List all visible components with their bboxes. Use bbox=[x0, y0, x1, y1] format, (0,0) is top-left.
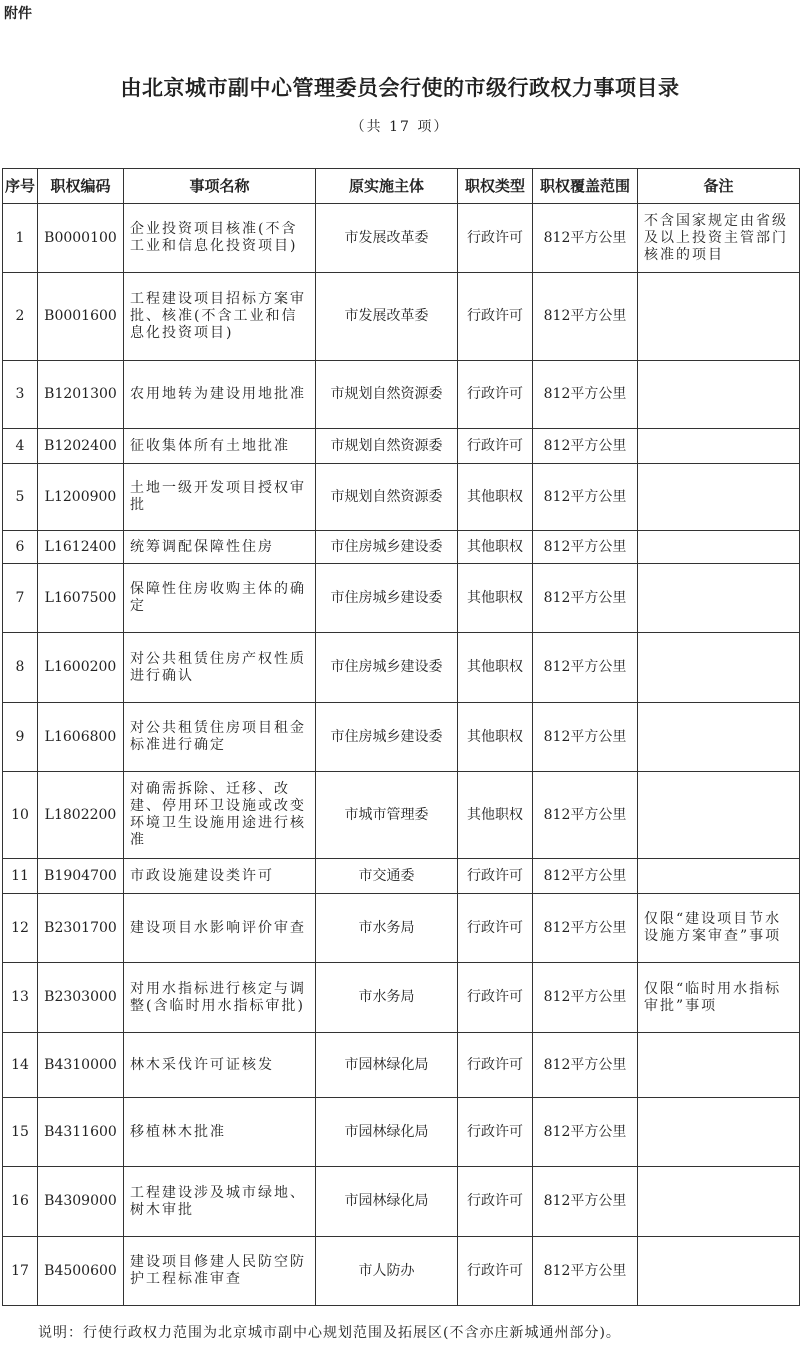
remark-cell bbox=[638, 633, 800, 703]
row-number-cell: 6 bbox=[3, 531, 38, 564]
table-row bbox=[3, 1033, 800, 1098]
table-row bbox=[3, 772, 800, 859]
power-code-cell: B1201300 bbox=[38, 361, 124, 429]
original-body-cell: 市住房城乡建设委 bbox=[316, 531, 458, 564]
item-name-cell: 工程建设项目招标方案审批、核准(不含工业和信息化投资项目) bbox=[124, 273, 316, 361]
table-row bbox=[3, 1167, 800, 1237]
coverage-scope-cell: 812平方公里 bbox=[533, 703, 638, 772]
row-number-cell: 17 bbox=[3, 1237, 38, 1306]
item-name-cell: 对公共租赁住房项目租金标准进行确定 bbox=[124, 703, 316, 772]
original-body-cell: 市住房城乡建设委 bbox=[316, 633, 458, 703]
row-number-cell: 15 bbox=[3, 1098, 38, 1167]
item-name-cell: 农用地转为建设用地批准 bbox=[124, 361, 316, 429]
table-row bbox=[3, 531, 800, 564]
coverage-scope-cell: 812平方公里 bbox=[533, 531, 638, 564]
table-header bbox=[3, 169, 800, 204]
power-code-cell: L1802200 bbox=[38, 772, 124, 859]
power-type-cell: 行政许可 bbox=[458, 963, 533, 1033]
power-type-cell: 行政许可 bbox=[458, 894, 533, 963]
header-name: 事项名称 bbox=[124, 169, 316, 204]
power-type-cell: 其他职权 bbox=[458, 564, 533, 633]
row-number-cell: 1 bbox=[3, 204, 38, 273]
power-type-cell: 行政许可 bbox=[458, 1167, 533, 1237]
header-type: 职权类型 bbox=[458, 169, 533, 204]
table-row bbox=[3, 894, 800, 963]
remark-cell bbox=[638, 429, 800, 464]
power-code-cell: B4310000 bbox=[38, 1033, 124, 1098]
item-name-cell: 征收集体所有土地批准 bbox=[124, 429, 316, 464]
original-body-cell: 市园林绿化局 bbox=[316, 1167, 458, 1237]
power-type-cell: 其他职权 bbox=[458, 703, 533, 772]
coverage-scope-cell: 812平方公里 bbox=[533, 429, 638, 464]
power-type-cell: 行政许可 bbox=[458, 1098, 533, 1167]
power-code-cell: L1606800 bbox=[38, 703, 124, 772]
coverage-scope-cell: 812平方公里 bbox=[533, 963, 638, 1033]
coverage-scope-cell: 812平方公里 bbox=[533, 859, 638, 894]
table-row bbox=[3, 633, 800, 703]
original-body-cell: 市规划自然资源委 bbox=[316, 464, 458, 531]
table-row bbox=[3, 361, 800, 429]
original-body-cell: 市水务局 bbox=[316, 894, 458, 963]
header-scope: 职权覆盖范围 bbox=[533, 169, 638, 204]
table-row bbox=[3, 1237, 800, 1306]
item-name-cell: 统筹调配保障性住房 bbox=[124, 531, 316, 564]
row-number-cell: 14 bbox=[3, 1033, 38, 1098]
coverage-scope-cell: 812平方公里 bbox=[533, 894, 638, 963]
coverage-scope-cell: 812平方公里 bbox=[533, 772, 638, 859]
coverage-scope-cell: 812平方公里 bbox=[533, 564, 638, 633]
coverage-scope-cell: 812平方公里 bbox=[533, 361, 638, 429]
row-number-cell: 13 bbox=[3, 963, 38, 1033]
row-number-cell: 16 bbox=[3, 1167, 38, 1237]
remark-cell bbox=[638, 361, 800, 429]
header-body: 原实施主体 bbox=[316, 169, 458, 204]
table-row bbox=[3, 564, 800, 633]
row-number-cell: 12 bbox=[3, 894, 38, 963]
power-code-cell: L1607500 bbox=[38, 564, 124, 633]
item-name-cell: 建设项目水影响评价审查 bbox=[124, 894, 316, 963]
remark-cell bbox=[638, 464, 800, 531]
item-name-cell: 保障性住房收购主体的确定 bbox=[124, 564, 316, 633]
remark-cell bbox=[638, 1237, 800, 1306]
power-type-cell: 其他职权 bbox=[458, 633, 533, 703]
original-body-cell: 市水务局 bbox=[316, 963, 458, 1033]
original-body-cell: 市规划自然资源委 bbox=[316, 429, 458, 464]
row-number-cell: 10 bbox=[3, 772, 38, 859]
power-type-cell: 行政许可 bbox=[458, 1237, 533, 1306]
remark-cell bbox=[638, 1098, 800, 1167]
table-row bbox=[3, 703, 800, 772]
original-body-cell: 市规划自然资源委 bbox=[316, 361, 458, 429]
coverage-scope-cell: 812平方公里 bbox=[533, 273, 638, 361]
power-code-cell: L1612400 bbox=[38, 531, 124, 564]
item-name-cell: 对用水指标进行核定与调整(含临时用水指标审批) bbox=[124, 963, 316, 1033]
attachment-label: 附件 bbox=[4, 6, 32, 22]
item-name-cell: 对公共租赁住房产权性质进行确认 bbox=[124, 633, 316, 703]
coverage-scope-cell: 812平方公里 bbox=[533, 1033, 638, 1098]
power-type-cell: 行政许可 bbox=[458, 273, 533, 361]
power-type-cell: 行政许可 bbox=[458, 361, 533, 429]
power-code-cell: B4311600 bbox=[38, 1098, 124, 1167]
original-body-cell: 市发展改革委 bbox=[316, 273, 458, 361]
remark-cell bbox=[638, 1167, 800, 1237]
power-code-cell: B0000100 bbox=[38, 204, 124, 273]
original-body-cell: 市园林绿化局 bbox=[316, 1033, 458, 1098]
power-type-cell: 其他职权 bbox=[458, 464, 533, 531]
remark-cell: 仅限“建设项目节水设施方案审查”事项 bbox=[638, 894, 800, 963]
header-note: 备注 bbox=[638, 169, 800, 204]
row-number-cell: 11 bbox=[3, 859, 38, 894]
coverage-scope-cell: 812平方公里 bbox=[533, 1167, 638, 1237]
power-code-cell: B4309000 bbox=[38, 1167, 124, 1237]
power-type-cell: 其他职权 bbox=[458, 531, 533, 564]
coverage-scope-cell: 812平方公里 bbox=[533, 1237, 638, 1306]
remark-cell bbox=[638, 859, 800, 894]
power-code-cell: B4500600 bbox=[38, 1237, 124, 1306]
item-name-cell: 对确需拆除、迁移、改建、停用环卫设施或改变环境卫生设施用途进行核准 bbox=[124, 772, 316, 859]
row-number-cell: 4 bbox=[3, 429, 38, 464]
power-type-cell: 其他职权 bbox=[458, 772, 533, 859]
power-code-cell: B1904700 bbox=[38, 859, 124, 894]
original-body-cell: 市人防办 bbox=[316, 1237, 458, 1306]
remark-cell: 不含国家规定由省级及以上投资主管部门核准的项目 bbox=[638, 204, 800, 273]
table-row bbox=[3, 859, 800, 894]
power-code-cell: B2303000 bbox=[38, 963, 124, 1033]
page-title: 由北京城市副中心管理委员会行使的市级行政权力事项目录 bbox=[120, 76, 680, 100]
remark-cell bbox=[638, 273, 800, 361]
power-type-cell: 行政许可 bbox=[458, 429, 533, 464]
row-number-cell: 7 bbox=[3, 564, 38, 633]
row-number-cell: 8 bbox=[3, 633, 38, 703]
item-name-cell: 土地一级开发项目授权审批 bbox=[124, 464, 316, 531]
power-code-cell: B0001600 bbox=[38, 273, 124, 361]
remark-cell bbox=[638, 564, 800, 633]
original-body-cell: 市住房城乡建设委 bbox=[316, 703, 458, 772]
remark-cell bbox=[638, 703, 800, 772]
row-number-cell: 5 bbox=[3, 464, 38, 531]
table-row bbox=[3, 464, 800, 531]
table-row bbox=[3, 429, 800, 464]
item-name-cell: 林木采伐许可证核发 bbox=[124, 1033, 316, 1098]
original-body-cell: 市交通委 bbox=[316, 859, 458, 894]
power-code-cell: L1200900 bbox=[38, 464, 124, 531]
table-row bbox=[3, 204, 800, 273]
item-count: （共 17 项） bbox=[350, 119, 450, 135]
footnote: 说明：行使行政权力范围为北京城市副中心规划范围及拓展区(不含亦庄新城通州部分)。 bbox=[38, 1325, 621, 1341]
item-name-cell: 工程建设涉及城市绿地、树木审批 bbox=[124, 1167, 316, 1237]
original-body-cell: 市住房城乡建设委 bbox=[316, 564, 458, 633]
table-row bbox=[3, 1098, 800, 1167]
item-name-cell: 企业投资项目核准(不含工业和信息化投资项目) bbox=[124, 204, 316, 273]
item-name-cell: 移植林木批准 bbox=[124, 1098, 316, 1167]
remark-cell: 仅限“临时用水指标审批”事项 bbox=[638, 963, 800, 1033]
coverage-scope-cell: 812平方公里 bbox=[533, 204, 638, 273]
original-body-cell: 市城市管理委 bbox=[316, 772, 458, 859]
header-no: 序号 bbox=[3, 169, 38, 204]
item-name-cell: 市政设施建设类许可 bbox=[124, 859, 316, 894]
power-type-cell: 行政许可 bbox=[458, 204, 533, 273]
item-name-cell: 建设项目修建人民防空防护工程标准审查 bbox=[124, 1237, 316, 1306]
power-type-cell: 行政许可 bbox=[458, 859, 533, 894]
original-body-cell: 市发展改革委 bbox=[316, 204, 458, 273]
coverage-scope-cell: 812平方公里 bbox=[533, 464, 638, 531]
remark-cell bbox=[638, 531, 800, 564]
header-code: 职权编码 bbox=[38, 169, 124, 204]
power-code-cell: B1202400 bbox=[38, 429, 124, 464]
coverage-scope-cell: 812平方公里 bbox=[533, 633, 638, 703]
row-number-cell: 9 bbox=[3, 703, 38, 772]
remark-cell bbox=[638, 772, 800, 859]
table-row bbox=[3, 963, 800, 1033]
remark-cell bbox=[638, 1033, 800, 1098]
power-code-cell: B2301700 bbox=[38, 894, 124, 963]
original-body-cell: 市园林绿化局 bbox=[316, 1098, 458, 1167]
row-number-cell: 3 bbox=[3, 361, 38, 429]
power-items-table bbox=[2, 168, 800, 1306]
row-number-cell: 2 bbox=[3, 273, 38, 361]
coverage-scope-cell: 812平方公里 bbox=[533, 1098, 638, 1167]
power-code-cell: L1600200 bbox=[38, 633, 124, 703]
table-row bbox=[3, 273, 800, 361]
power-type-cell: 行政许可 bbox=[458, 1033, 533, 1098]
